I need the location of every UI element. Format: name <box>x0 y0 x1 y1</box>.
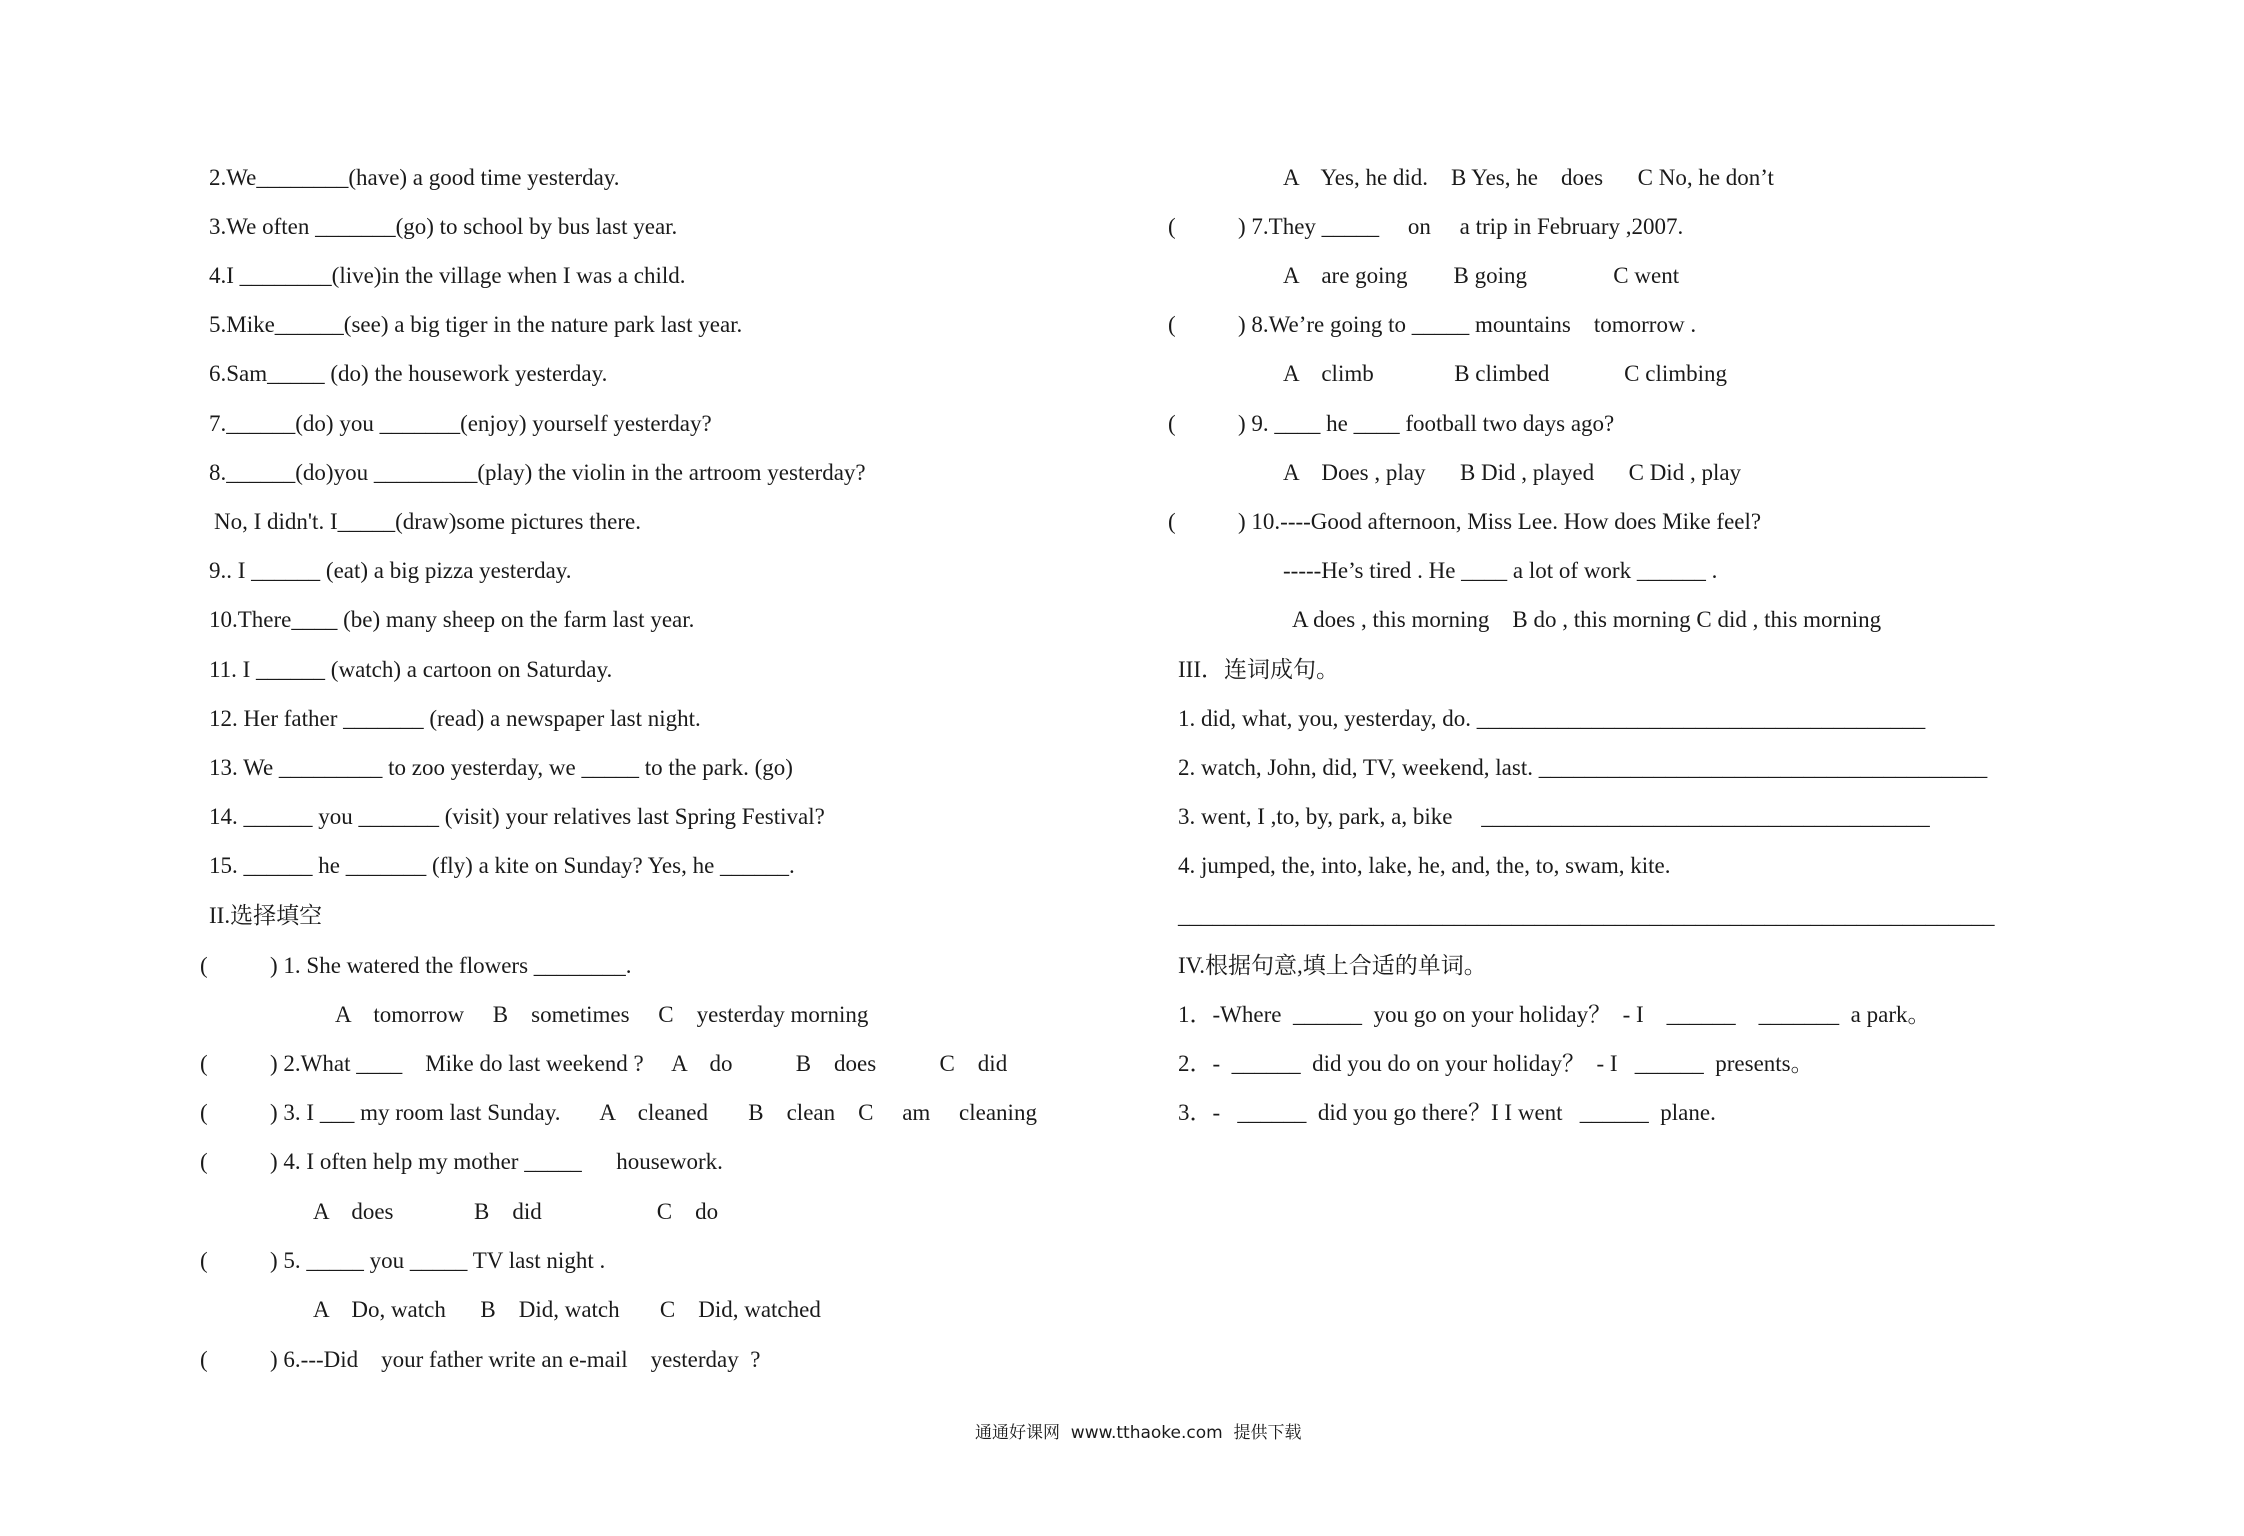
blank-item: 2．- ______ did you do on your holiday？ - I ______ presents。 <box>1178 1051 1814 1076</box>
choice-question: ) 5. _____ you _____ TV last night . <box>270 1248 606 1273</box>
answer-paren: ( <box>200 1051 208 1076</box>
answer-paren: ( <box>1168 214 1176 239</box>
fill-in-item: 15. ______ he _______ (fly) a kite on Sunday? Yes, he ______. <box>209 853 795 878</box>
sentence-item: 1. did, what, you, yesterday, do. _______________________________________ <box>1178 706 1926 731</box>
answer-paren: ( <box>1168 411 1176 436</box>
choice-options: A Do, watch B Did, watch C Did, watched <box>313 1297 821 1322</box>
sentence-item: _______________________________________________________________________ <box>1178 903 1995 928</box>
choice-question: ) 2.What ____ Mike do last weekend ? A do B does C did <box>270 1051 1008 1076</box>
choice-question: ) 8.We’re going to _____ mountains tomorrow . <box>1238 312 1697 337</box>
answer-paren: ( <box>200 1149 208 1174</box>
choice-options: A are going B going C went <box>1283 263 1680 288</box>
choice-options: A Does , play B Did , played C Did , play <box>1283 460 1742 485</box>
choice-question: ) 6.---Did your father write an e-mail yesterday ? <box>270 1347 761 1372</box>
answer-paren: ( <box>200 1100 208 1125</box>
blank-item: 3．- ______ did you go there？I I went ______ plane. <box>1178 1100 1716 1125</box>
fill-in-item: 13. We _________ to zoo yesterday, we _____ to the park. (go) <box>209 755 793 780</box>
fill-in-item: 14. ______ you _______ (visit) your relatives last Spring Festival? <box>209 804 825 829</box>
fill-in-item: 4.I ________(live)in the village when I was a child. <box>209 263 686 288</box>
fill-in-item: 6.Sam_____ (do) the housework yesterday. <box>209 361 608 386</box>
choice-question: ) 7.They _____ on a trip in February ,2007. <box>1238 214 1684 239</box>
fill-in-item: 11. I ______ (watch) a cartoon on Saturday. <box>209 657 613 682</box>
fill-in-item: 12. Her father _______ (read) a newspaper last night. <box>209 706 701 731</box>
sentence-item: 4. jumped, the, into, lake, he, and, the, to, swam, kite. <box>1178 853 1671 878</box>
fill-in-item: 7.______(do) you _______(enjoy) yourself yesterday? <box>209 411 712 436</box>
sentence-item: 3. went, I ,to, by, park, a, bike _______________________________________ <box>1178 804 1930 829</box>
fill-in-item: No, I didn't. I_____(draw)some pictures there. <box>214 509 641 534</box>
answer-paren: ( <box>1168 312 1176 337</box>
fill-in-item: 8.______(do)you _________(play) the violin in the artroom yesterday? <box>209 460 866 485</box>
section-title: II.选择填空 <box>209 903 323 928</box>
choice-options: A does B did C do <box>313 1199 719 1224</box>
answer-paren: ( <box>1168 509 1176 534</box>
answer-paren: ( <box>200 1347 208 1372</box>
answer-paren: ( <box>200 953 208 978</box>
fill-in-item: 3.We often _______(go) to school by bus last year. <box>209 214 678 239</box>
fill-in-item: 5.Mike______(see) a big tiger in the nature park last year. <box>209 312 743 337</box>
choice-question: ) 9. ____ he ____ football two days ago? <box>1238 411 1615 436</box>
choice-options: A climb B climbed C climbing <box>1283 361 1728 386</box>
choice-options: -----He’s tired . He ____ a lot of work ______ . <box>1283 558 1718 583</box>
section-title: IV.根据句意,填上合适的单词。 <box>1178 953 1487 978</box>
section-title: III．连词成句。 <box>1178 657 1339 682</box>
sentence-item: 2. watch, John, did, TV, weekend, last. _______________________________________ <box>1178 755 1988 780</box>
choice-options: A does , this morning B do , this morning C did , this morning <box>1292 607 1882 632</box>
answer-paren: ( <box>200 1248 208 1273</box>
choice-question: ) 4. I often help my mother _____ housework. <box>270 1149 723 1174</box>
fill-in-item: 10.There____ (be) many sheep on the farm last year. <box>209 607 695 632</box>
choice-question: ) 10.----Good afternoon, Miss Lee. How does Mike feel? <box>1238 509 1762 534</box>
choice-options: A Yes, he did. B Yes, he does C No, he don’t <box>1283 165 1774 190</box>
choice-options: A tomorrow B sometimes C yesterday morning <box>335 1002 869 1027</box>
choice-question: ) 3. I ___ my room last Sunday. A cleaned B clean C am cleaning <box>270 1100 1037 1125</box>
fill-in-item: 2.We________(have) a good time yesterday. <box>209 165 620 190</box>
choice-question: ) 1. She watered the flowers ________. <box>270 953 632 978</box>
blank-item: 1．-Where ______ you go on your holiday？ - I ______ _______ a park。 <box>1178 1002 1931 1027</box>
fill-in-item: 9.. I ______ (eat) a big pizza yesterday. <box>209 558 572 583</box>
footer-credit: 通通好课网 www.tthaoke.com 提供下载 <box>975 1423 1302 1443</box>
